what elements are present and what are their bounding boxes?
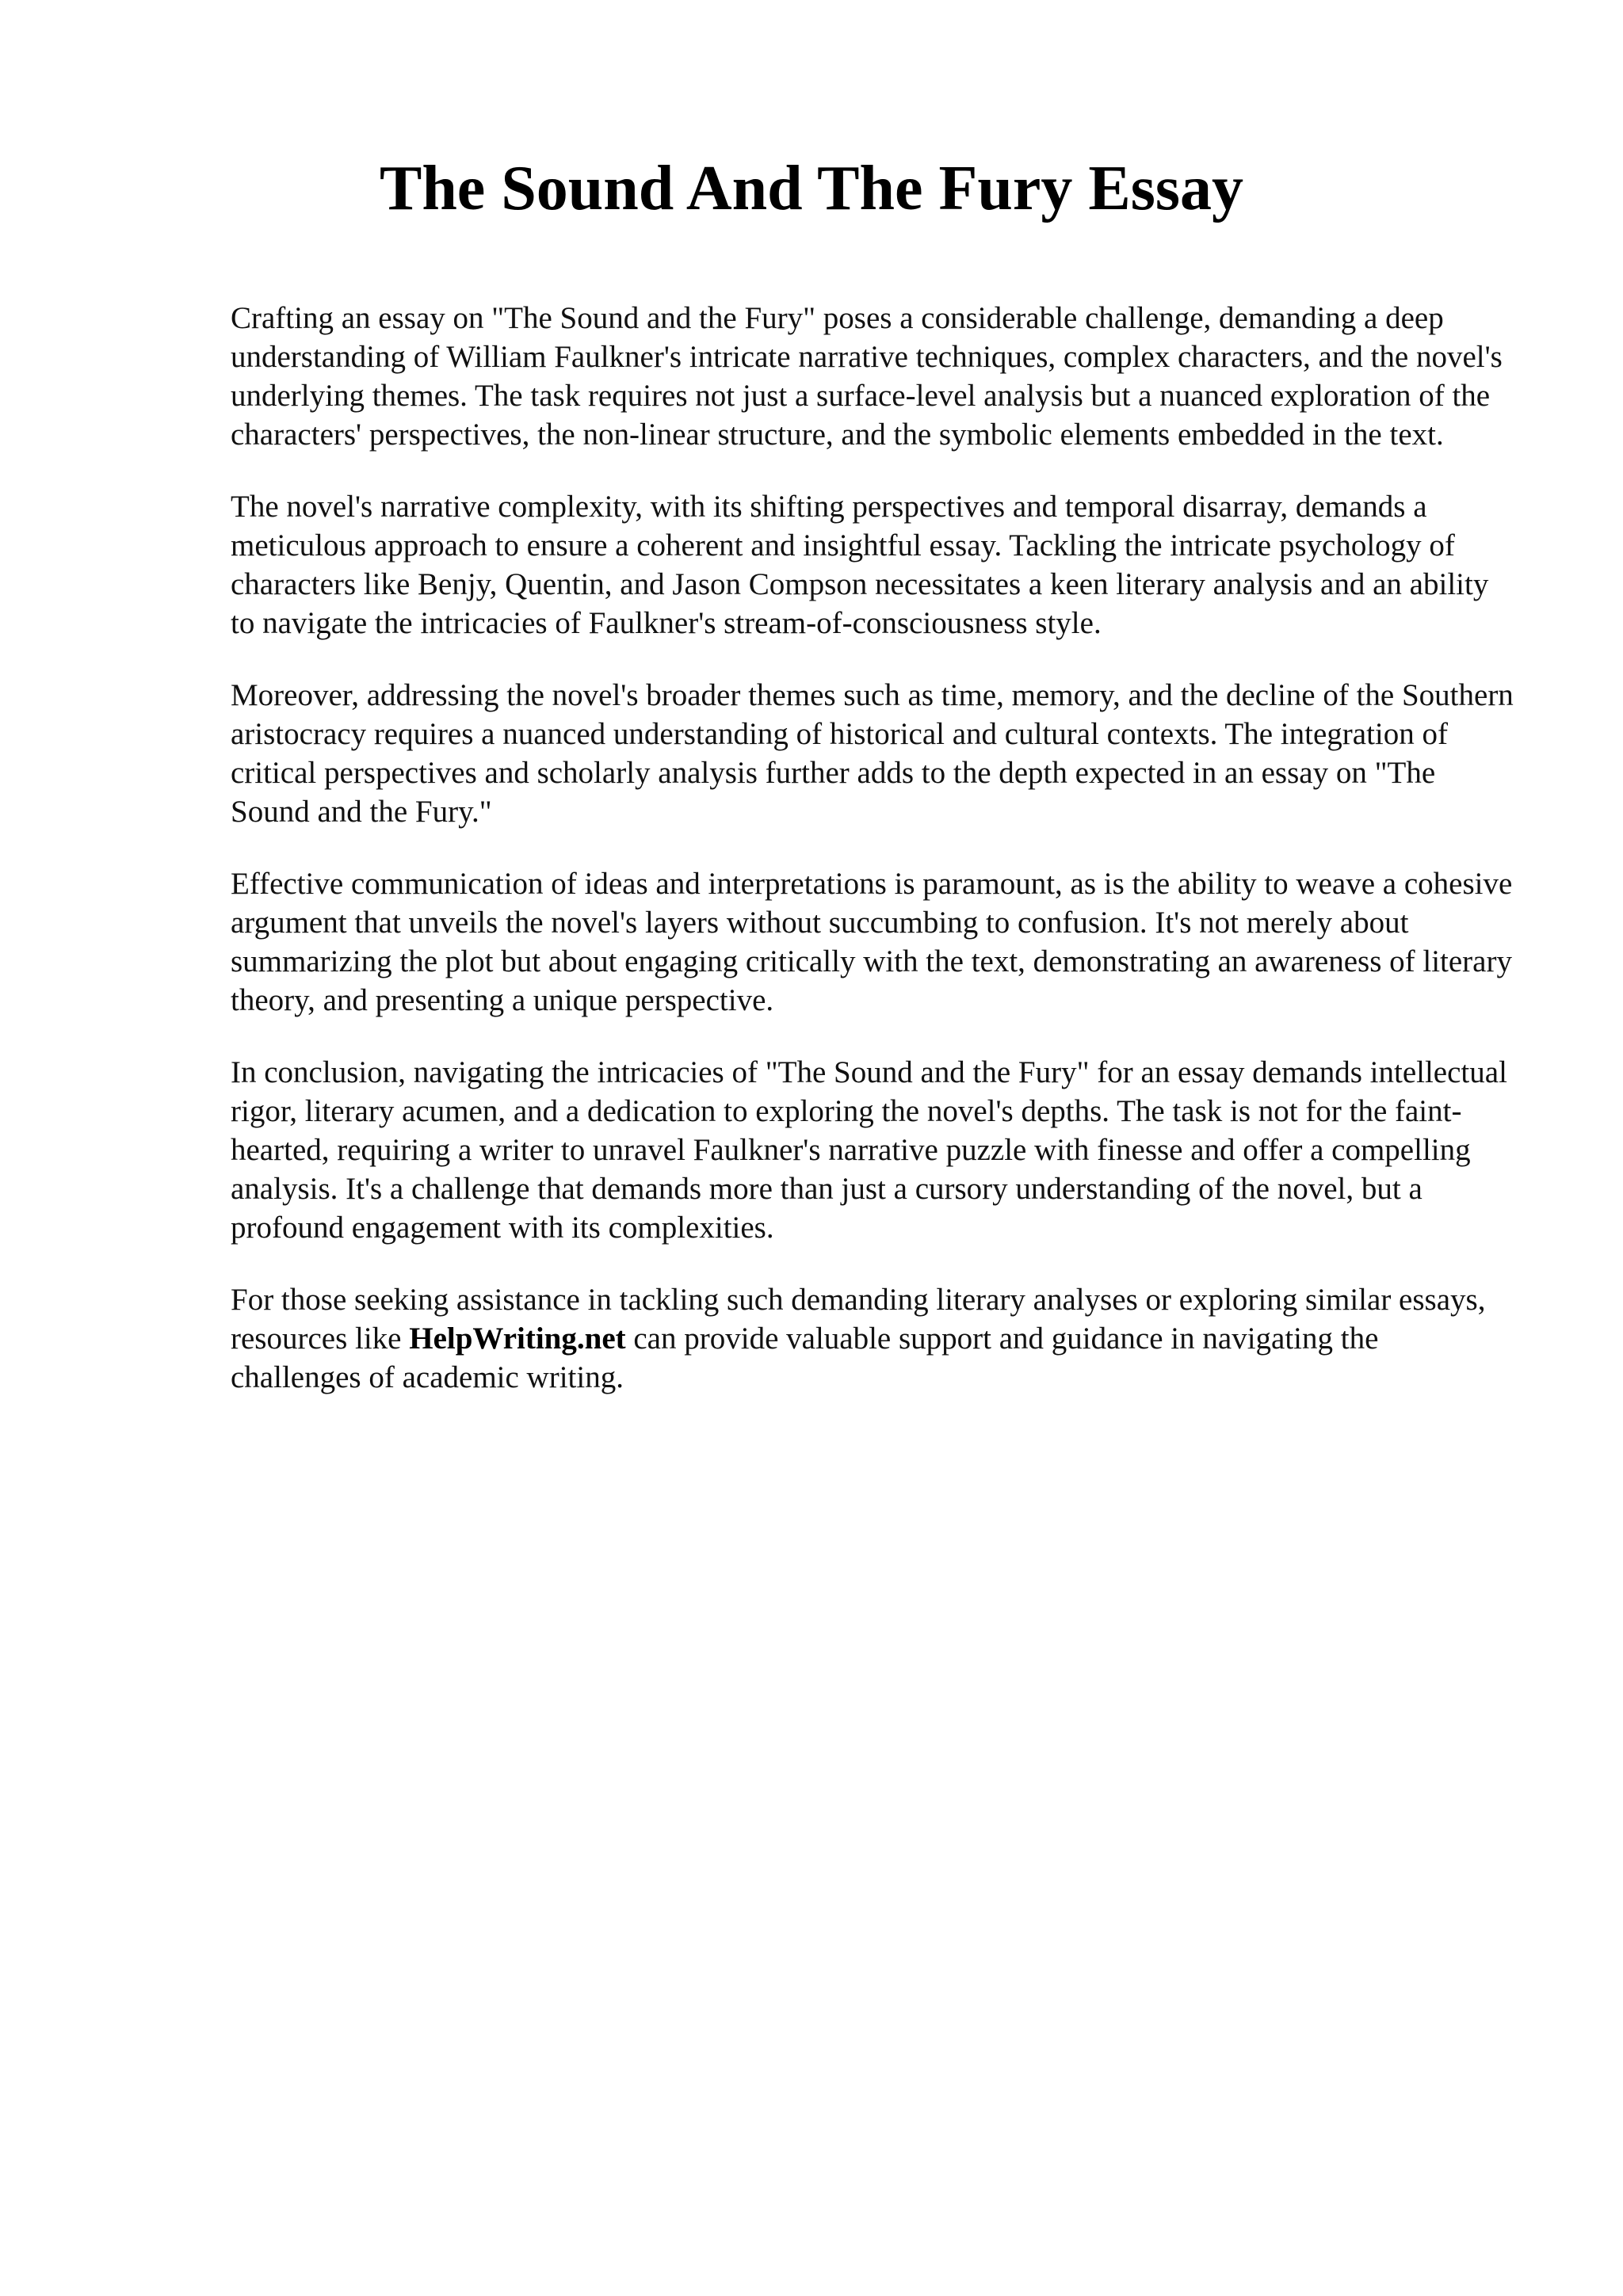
closing-text-before: For those seeking assistance in tackling such demanding literary analyses or exploring similar essays, resources like <box>231 1283 1486 1356</box>
document-body <box>231 299 1514 1397</box>
paragraph-1: Crafting an essay on "The Sound and the Fury" poses a considerable challenge, demanding a deep understanding of William Faulkner's intricate narrative techniques, complex characters, and the novel's underlying themes. The task requires not just a surface-level analysis but a nuanced exploration of the characters' perspectives, the non-linear structure, and the symbolic elements embedded in the text. <box>231 301 1503 452</box>
paragraph-closing <box>231 1280 1514 1397</box>
brand-name: HelpWriting.net <box>409 1322 626 1356</box>
paragraph-4: Effective communication of ideas and interpretations is paramount, as is the ability to weave a cohesive argument that unveils the novel's layers without succumbing to confusion. It's not merely about summarizing the plot but about engaging critically with the text, demonstrating an awareness of literary theory, and presenting a unique perspective. <box>231 867 1513 1017</box>
paragraph-5: In conclusion, navigating the intricacies of "The Sound and the Fury" for an essay demands intellectual rigor, literary acumen, and a dedication to exploring the novel's depths. The task is not for the faint-hearted, requiring a writer to unravel Faulkner's narrative puzzle with finesse and offer a compelling analysis. It's a challenge that demands more than just a cursory understanding of the novel, but a profound engagement with its complexities. <box>231 1055 1507 1245</box>
closing-text-after: can provide valuable support and guidance in navigating the challenges of academic writing. <box>231 1322 1379 1394</box>
paragraph-3: Moreover, addressing the novel's broader themes such as time, memory, and the decline of the Southern aristocracy requires a nuanced understanding of historical and cultural contexts. The integration of critical perspectives and scholarly analysis further adds to the depth expected in an essay on "The Sound and the Fury." <box>231 678 1514 829</box>
document-title: The Sound And The Fury Essay <box>379 154 1244 223</box>
paragraph-2: The novel's narrative complexity, with its shifting perspectives and temporal disarray, demands a meticulous approach to ensure a coherent and insightful essay. Tackling the intricate psychology of characters like Benjy, Quentin, and Jason Compson necessitates a keen literary analysis and an ability to navigate the intricacies of Faulkner's stream-of-consciousness style. <box>231 490 1489 640</box>
